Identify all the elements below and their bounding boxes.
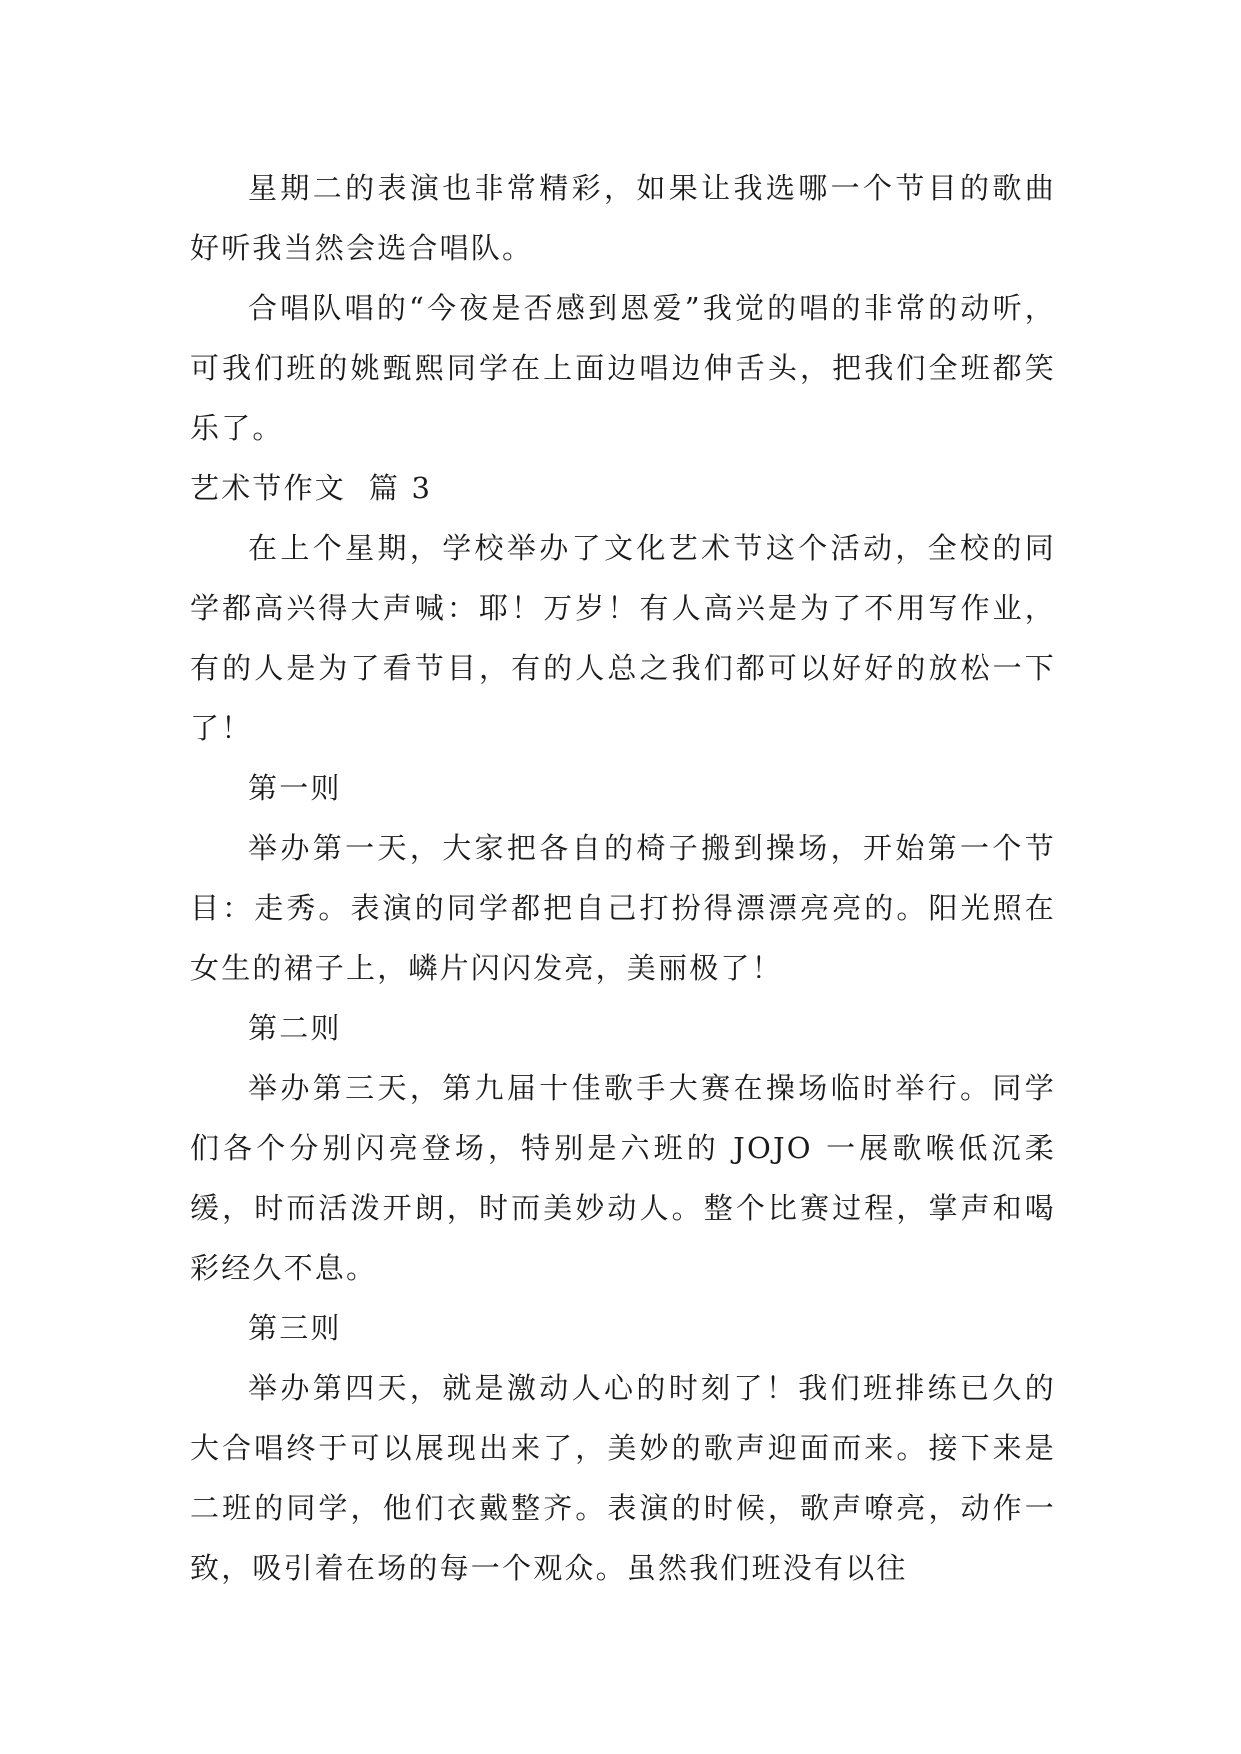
subheading-second: 第二则 [248, 1011, 342, 1045]
paragraph: 举办第一天，大家把各自的椅子搬到操场，开始第一个节目：走秀。表演的同学都把自己打扮得漂漂亮亮的。阳光照在女生的裙子上，嶙片闪闪发亮，美丽极了！ [190, 831, 1056, 985]
document-body [190, 158, 1056, 1598]
paragraph: 举办第三天，第九届十佳歌手大赛在操场临时举行。同学们各个分别闪亮登场，特别是六班的 JOJO 一展歌喉低沉柔缓，时而活泼开朗，时而美妙动人。整个比赛过程，掌声和喝彩经久不息。 [190, 1071, 1056, 1285]
section-heading: 艺术节作文 篇 3 [190, 471, 433, 505]
subheading-first: 第一则 [248, 771, 342, 805]
subheading-third: 第三则 [248, 1311, 342, 1345]
paragraph: 星期二的表演也非常精彩，如果让我选哪一个节目的歌曲好听我当然会选合唱队。 [190, 171, 1056, 265]
paragraph: 举办第四天，就是激动人心的时刻了！我们班排练已久的大合唱终于可以展现出来了，美妙的歌声迎面而来。接下来是二班的同学，他们衣戴整齐。表演的时候，歌声嘹亮，动作一致，吸引着在场的每一个观众。虽然我们班没有以往 [190, 1371, 1056, 1585]
paragraph: 在上个星期，学校举办了文化艺术节这个活动，全校的同学都高兴得大声喊：耶！万岁！有人高兴是为了不用写作业，有的人是为了看节目，有的人总之我们都可以好好的放松一下了！ [190, 531, 1056, 745]
paragraph: 合唱队唱的“今夜是否感到恩爱”我觉的唱的非常的动听，可我们班的姚甄熙同学在上面边唱边伸舌头，把我们全班都笑乐了。 [190, 291, 1056, 445]
